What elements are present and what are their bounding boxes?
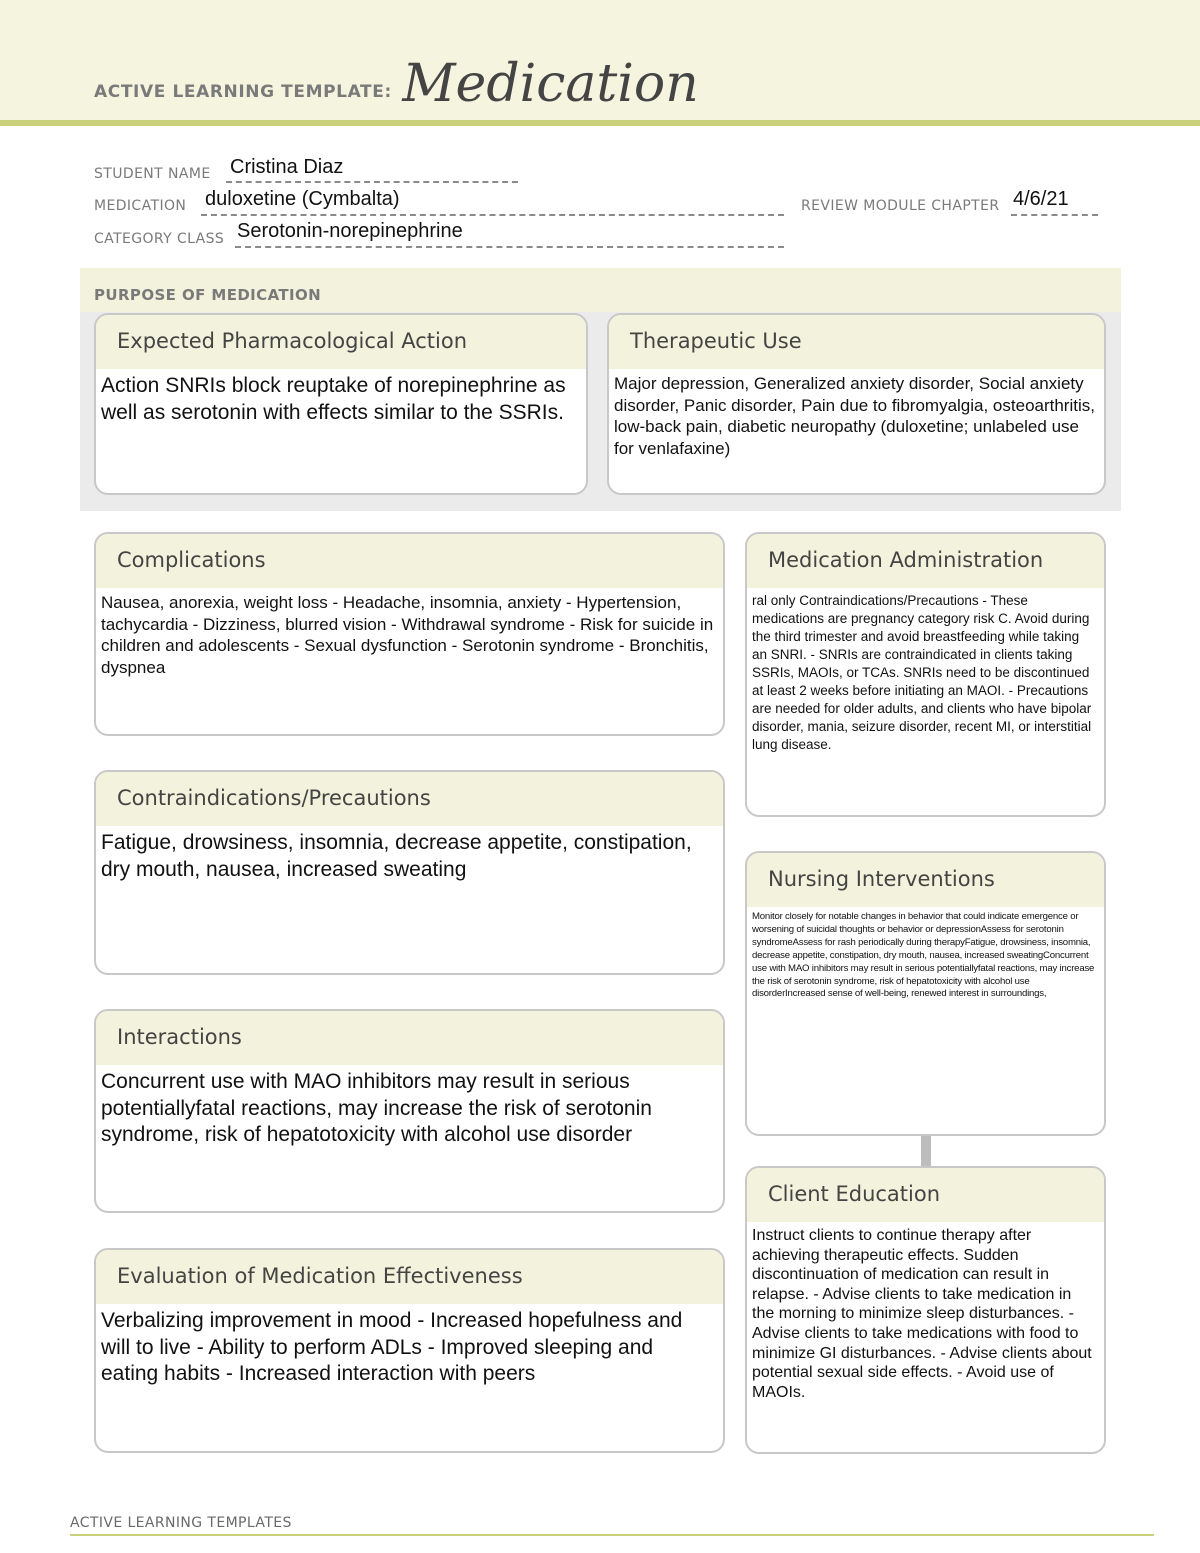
- interactions-text[interactable]: Concurrent use with MAO inhibitors may result in serious potentiallyfatal reactions, may increase the risk of serotonin syndrome, risk of hepatotoxicity with alcohol use disorder: [101, 1070, 652, 1146]
- expected-action-card: [94, 313, 588, 495]
- client-education-text[interactable]: Instruct clients to continue therapy after achieving therapeutic effects. Sudden discontinuation of medication can result in relapse. - Advise clients to take medication in the morning to minimize sleep disturbances. - Advise clients to take medications with food to minimize GI disturbances. - Advise clients about potential sexual side effects. - Avoid use of MAOIs.: [752, 1227, 1092, 1401]
- medication-administration-text[interactable]: ral only Contraindications/Precautions - These medications are pregnancy category risk C. Avoid during the third trimester and avoid breastfeeding while taking an SNRI. - SNRIs are contraindicated in clients taking SSRIs, MAOIs, or TCAs. SNRIs need to be discontinued at least 2 weeks before initiating an MAOI. - Precautions are needed for older adults, and clients who have bipolar disorder, mania, seizure disorder, recent MI, or interstitial lung disease.: [752, 593, 1092, 752]
- therapeutic-use-title: Therapeutic Use: [609, 315, 1104, 369]
- medication-label: MEDICATION: [94, 198, 187, 214]
- nursing-interventions-text[interactable]: Monitor closely for notable changes in behavior that could indicate emergence or worsening of suicidal thoughts or behavior or depressionAssess for serotonin syndromeAssess for rash periodically during therapyFatigue, drowsiness, insomnia, decrease appetite, constipation, dry mouth, nausea, increased sweatingConcurrent use with MAO inhibitors may result in serious potentiallyfatal reactions, may increase the risk of serotonin syndrome, risk of hepatotoxicity with alcohol use disorderIncreased sense of well-being, renewed interest in surroundings,: [752, 911, 1095, 1000]
- complications-text[interactable]: Nausea, anorexia, weight loss - Headache, insomnia, anxiety - Hypertension, tachycardia - Dizziness, blurred vision - Withdrawal syndrome - Risk for suicide in children and adolescents - Sexual dysfunction - Serotonin syndrome - Bronchitis, dyspnea: [101, 593, 714, 677]
- client-education-card: [745, 1166, 1106, 1454]
- review-module-label: REVIEW MODULE CHAPTER: [801, 198, 1000, 214]
- review-module-field[interactable]: 4/6/21: [1013, 188, 1069, 210]
- complications-card: [94, 532, 725, 736]
- purpose-label: PURPOSE OF MEDICATION: [94, 286, 322, 304]
- student-name-label: STUDENT NAME: [94, 166, 211, 182]
- interactions-title: Interactions: [96, 1011, 723, 1065]
- medication-field[interactable]: duloxetine (Cymbalta): [205, 188, 400, 210]
- interactions-card: [94, 1009, 725, 1213]
- nursing-interventions-card: [745, 851, 1106, 1136]
- evaluation-card: [94, 1248, 725, 1453]
- template-name: Medication: [402, 54, 699, 114]
- card-connector: [921, 1136, 931, 1166]
- template-label: ACTIVE LEARNING TEMPLATE:: [94, 82, 392, 102]
- page-title: [94, 54, 699, 114]
- client-education-title: Client Education: [747, 1168, 1104, 1222]
- medication-administration-card: [745, 532, 1106, 817]
- header-divider: [0, 120, 1200, 126]
- contraindications-title: Contraindications/Precautions: [96, 772, 723, 826]
- contraindications-text[interactable]: Fatigue, drowsiness, insomnia, decrease appetite, constipation, dry mouth, nausea, increased sweating: [101, 831, 692, 881]
- expected-action-title: Expected Pharmacological Action: [96, 315, 586, 369]
- expected-action-text[interactable]: Action SNRIs block reuptake of norepinephrine as well as serotonin with effects similar to the SSRIs.: [101, 374, 566, 424]
- category-class-field[interactable]: Serotonin-norepinephrine: [237, 220, 463, 242]
- category-class-label: CATEGORY CLASS: [94, 231, 225, 247]
- nursing-interventions-title: Nursing Interventions: [747, 853, 1104, 907]
- contraindications-card: [94, 770, 725, 975]
- evaluation-title: Evaluation of Medication Effectiveness: [96, 1250, 723, 1304]
- therapeutic-use-card: [607, 313, 1106, 495]
- medication-administration-title: Medication Administration: [747, 534, 1104, 588]
- footer-divider: [70, 1534, 1154, 1536]
- therapeutic-use-text[interactable]: Major depression, Generalized anxiety disorder, Social anxiety disorder, Panic disorder, Pain due to fibromyalgia, osteoarthritis, low-back pain, diabetic neuropathy (duloxetine; unlabeled use for venlafaxine): [614, 374, 1095, 458]
- footer-label: ACTIVE LEARNING TEMPLATES: [70, 1515, 292, 1531]
- complications-title: Complications: [96, 534, 723, 588]
- evaluation-text[interactable]: Verbalizing improvement in mood - Increased hopefulness and will to live - Ability to perform ADLs - Improved sleeping and eating habits - Increased interaction with peers: [101, 1309, 683, 1385]
- student-name-field[interactable]: Cristina Diaz: [230, 156, 344, 178]
